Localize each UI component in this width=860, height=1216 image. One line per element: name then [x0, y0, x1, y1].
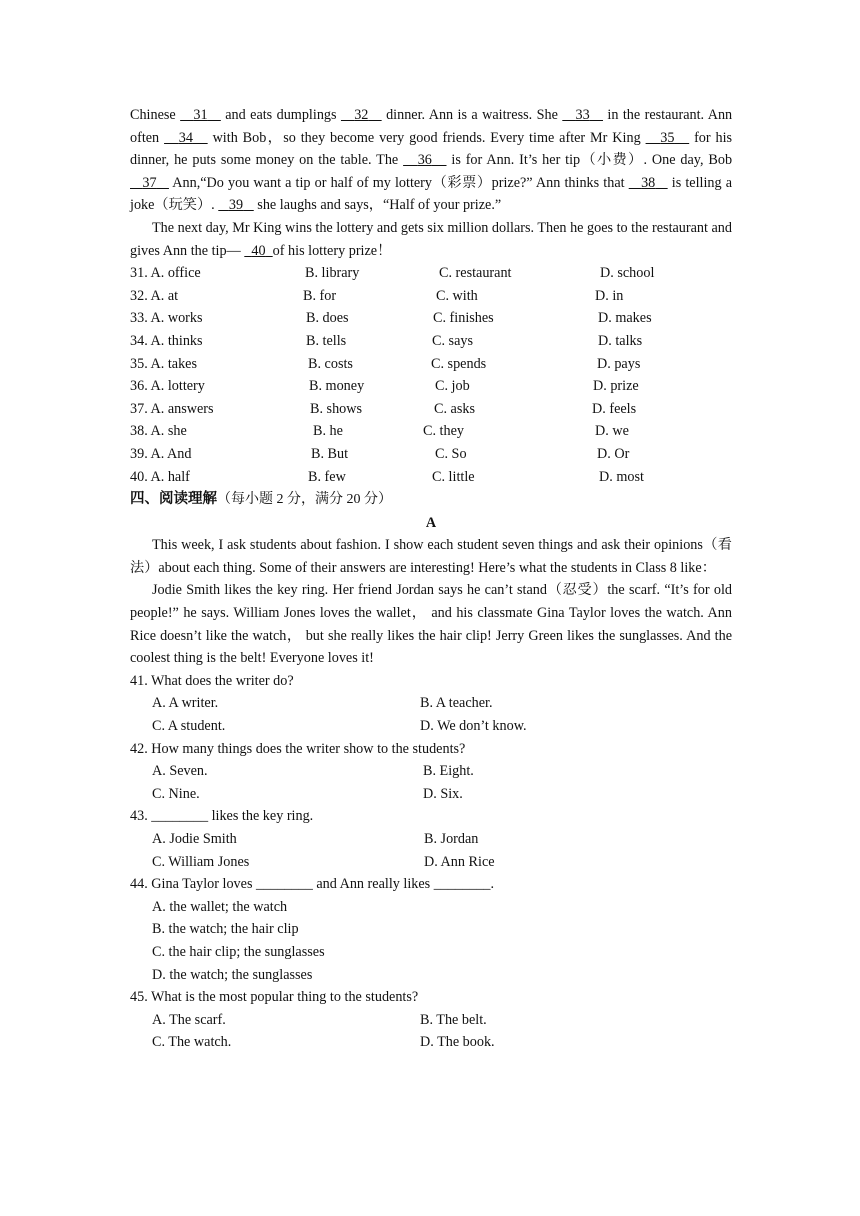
option-b: B. money [309, 378, 365, 395]
answer-blank: ________ [433, 876, 491, 893]
cloze-text: for his dinner, he puts some money on the table. The [130, 129, 733, 169]
question-44-option-d: D. the watch; the sunglasses [152, 966, 313, 983]
passage-label: A [425, 514, 437, 531]
option-row-36 [130, 375, 732, 398]
question-45-options-cd [130, 1031, 732, 1054]
option-d: D. feels [592, 400, 637, 417]
option-d: D. The book. [420, 1034, 495, 1051]
option-row-37 [130, 398, 732, 421]
question-text: 44. Gina Taylor loves [130, 876, 253, 893]
cloze-paragraph-1 [130, 104, 732, 217]
option-b: B. does [306, 310, 349, 327]
option-row-31 [130, 262, 732, 285]
option-row-39 [130, 443, 732, 466]
option-d: D. talks [598, 332, 643, 349]
option-d: D. Ann Rice [424, 853, 495, 870]
option-b: B. library [305, 265, 360, 282]
option-d: D. school [600, 265, 655, 282]
option-b: B. costs [308, 355, 353, 372]
cloze-text: dinner. Ann is a waitress. She [386, 107, 558, 123]
option-b: B. Eight. [423, 763, 474, 780]
option-a: 34. A. thinks [130, 332, 203, 349]
option-row-33 [130, 307, 732, 330]
blank-35: 35 [660, 129, 675, 146]
blank-40: 40 [251, 242, 266, 259]
cloze-text: is for Ann. It’s her tip（小费）. One day, Bob [451, 152, 733, 169]
option-a: 38. A. she [130, 423, 187, 440]
option-c: C. they [423, 423, 464, 440]
cloze-paragraph-2 [130, 217, 732, 262]
option-c: C. William Jones [152, 853, 250, 870]
section-note: （每小题 2 分，满分 20 分） [217, 492, 392, 508]
answer-blank: ________ [256, 876, 313, 893]
option-a: A. Seven. [152, 763, 208, 780]
question-45-stem: 45. What is the most popular thing to the students? [130, 989, 419, 1006]
option-c: C. finishes [433, 310, 494, 327]
option-a: 35. A. takes [130, 355, 197, 372]
cloze-text: of his lottery prize！ [272, 242, 392, 259]
option-row-35 [130, 353, 732, 376]
blank-31: 31 [193, 107, 208, 123]
option-c: C. A student. [152, 718, 226, 735]
option-b: B. Jordan [424, 831, 479, 847]
cloze-text: Ann,“Do you want a tip or half of my lottery（彩票）prize?” Ann thinks that [172, 174, 625, 191]
question-text: likes the key ring. [211, 808, 314, 825]
question-41-stem: 41. What does the writer do? [130, 672, 294, 689]
option-c: C. with [436, 287, 478, 304]
option-c: C. restaurant [439, 265, 512, 282]
option-row-40 [130, 466, 732, 489]
question-42-stem: 42. How many things does the writer show to the students? [130, 740, 466, 757]
blank-39: 39 [228, 197, 244, 214]
option-c: C. The watch. [152, 1034, 232, 1051]
question-41-options-cd [130, 715, 732, 738]
answer-blank: ________ [151, 808, 209, 825]
question-44-option-b: B. the watch; the hair clip [152, 921, 299, 938]
option-c: C. says [432, 332, 473, 349]
option-a: 32. A. at [130, 287, 179, 304]
option-a: A. Jodie Smith [152, 831, 237, 847]
option-a: 40. A. half [130, 468, 190, 485]
option-c: C. So [435, 445, 467, 462]
passage-paragraph-2: Jodie Smith likes the key ring. Her friend Jordan says he can’t stand（忍受）the scarf. “It’s for old people!” he says. William Jones loves the wallet， and his classmate Gina Taylor loves the watch. Ann Rice doesn’t like the watch， but she really likes the hair clip! Jerry Green likes the sunglasses. And the coolest thing is the belt! Everyone loves it! [130, 582, 732, 667]
option-a: 37. A. answers [130, 400, 214, 417]
blank-32: 32 [354, 107, 369, 123]
option-b: B. few [308, 468, 346, 485]
blank-33: 33 [575, 107, 590, 123]
question-43-options-cd [130, 851, 732, 874]
option-a: A. A writer. [152, 695, 219, 712]
cloze-text: in the restaurant. Ann often [130, 107, 733, 146]
option-d: D. most [599, 468, 644, 485]
section-heading [130, 488, 732, 512]
cloze-text: and eats dumplings [225, 107, 337, 123]
option-row-32 [130, 285, 732, 308]
question-43-options-ab [130, 828, 732, 851]
option-d: D. Six. [423, 785, 463, 802]
option-d: D. We don’t know. [420, 718, 527, 735]
option-c: C. spends [431, 355, 487, 372]
option-c: C. little [432, 468, 475, 485]
cloze-text: with Bob，so they become very good friends. Every time after Mr King [212, 129, 641, 146]
option-d: D. in [595, 287, 624, 304]
option-c: C. job [435, 378, 470, 395]
question-41-options-ab [130, 692, 732, 715]
option-a: 33. A. works [130, 310, 203, 327]
option-c: C. Nine. [152, 785, 200, 802]
section-title: 四、阅读理解 [130, 491, 217, 508]
cloze-text: The next day, Mr King wins the lottery and gets six million dollars. Then he goes to the restaurant and gives Ann the tip— [130, 219, 732, 259]
question-43-stem: 43. ________ likes the key ring. [130, 808, 314, 825]
option-b: B. The belt. [420, 1011, 487, 1028]
option-d: D. pays [597, 355, 641, 372]
option-d: D. we [595, 423, 629, 440]
passage-paragraph-1: This week, I ask students about fashion. I show each student seven things and ask their opinions（看法）about each thing. Some of their answers are interesting! Here’s what the students in Class 8 like： [130, 537, 732, 576]
blank-38: 38 [641, 174, 656, 191]
option-b: B. But [311, 445, 349, 462]
question-44-option-c: C. the hair clip; the sunglasses [152, 943, 325, 960]
option-d: D. prize [593, 378, 639, 395]
cloze-text: Chinese [130, 107, 176, 123]
cloze-options [130, 262, 732, 488]
option-a: 39. A. And [130, 445, 192, 462]
question-42-options-cd [130, 783, 732, 806]
option-b: B. tells [306, 332, 347, 349]
option-c: C. asks [434, 400, 475, 417]
option-b: B. A teacher. [420, 695, 493, 712]
question-44-option-a: A. the wallet; the watch [152, 898, 288, 915]
option-a: 36. A. lottery [130, 378, 205, 395]
cloze-text: she laughs and says，“Half of your prize.” [257, 197, 502, 214]
option-a: A. The scarf. [152, 1011, 226, 1028]
option-d: D. Or [597, 445, 630, 462]
option-b: B. shows [310, 400, 363, 417]
question-45-options-ab [130, 1009, 732, 1032]
question-42-options-ab [130, 760, 732, 783]
blank-37: 37 [142, 174, 157, 191]
option-row-34 [130, 330, 732, 353]
blank-36: 36 [417, 152, 432, 169]
question-44-stem [130, 873, 732, 896]
blank-34: 34 [178, 129, 193, 146]
option-a: 31. A. office [130, 265, 201, 282]
question-text: and Ann really likes [316, 876, 431, 893]
option-d: D. makes [598, 310, 652, 327]
option-b: B. he [313, 423, 343, 440]
exam-page [130, 104, 732, 1054]
cloze-text: is telling a joke（玩笑）. [130, 174, 733, 214]
question-text: . [490, 876, 495, 893]
option-row-38 [130, 420, 732, 443]
option-b: B. for [303, 287, 337, 304]
